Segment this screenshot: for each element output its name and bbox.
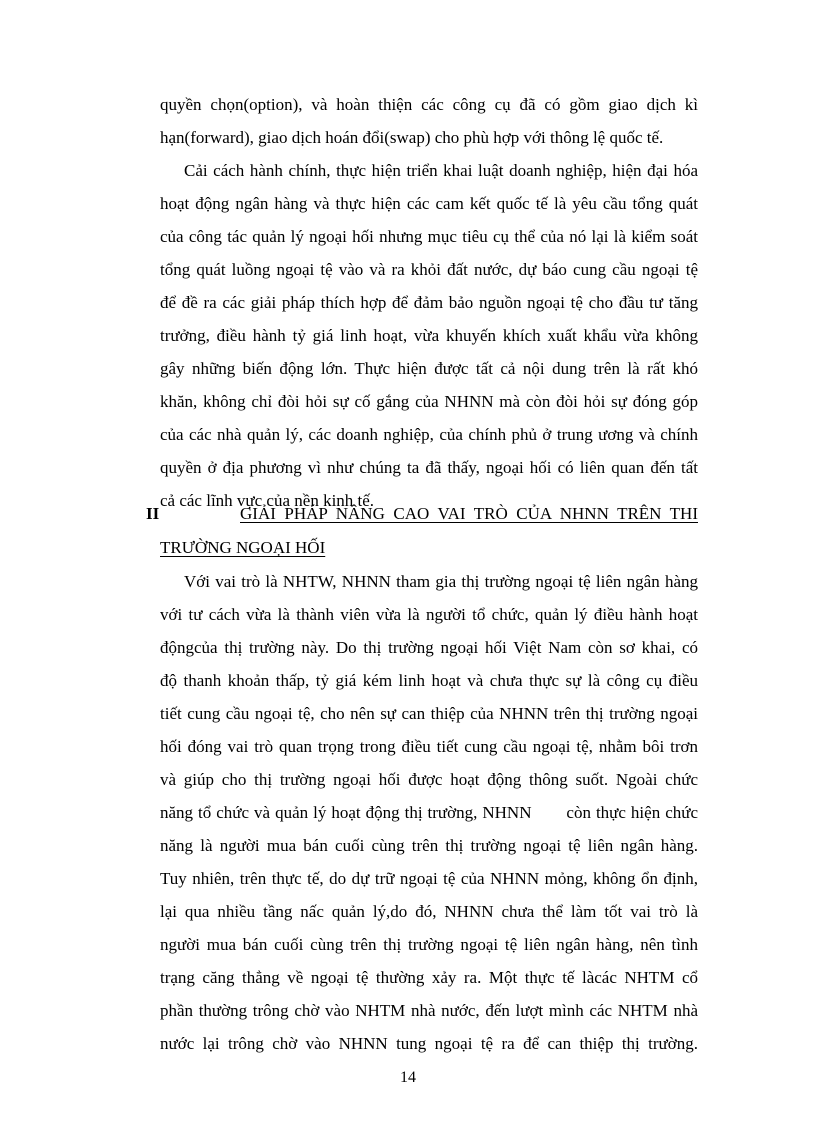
paragraph3-line: nước lại trông chờ vào NHNN tung ngoại tệ ra để can thiệp thị trường.	[160, 1034, 698, 1053]
paragraph3-line: tiết cung cầu ngoại tệ, cho nên sự can thiệp của NHNN trên thị trường ngoại	[160, 704, 698, 723]
page-number: 14	[400, 1069, 416, 1086]
paragraph3-line: Tuy nhiên, trên thực tế, do dự trữ ngoại tệ của NHNN mỏng, không ổn định,	[160, 869, 698, 888]
paragraph2-line: trưởng, điều hành tỷ giá linh hoạt, vừa khuyến khích xuất khẩu vừa không	[160, 326, 698, 345]
paragraph2-line: cả các lĩnh vực của nền kinh tế.	[160, 491, 375, 510]
paragraph2-line: của công tác quản lý ngoại hối nhưng mục tiêu cụ thể của nó lại là kiểm soát	[160, 227, 698, 246]
paragraph3-line: phần thường trông chờ vào NHTM nhà nước, đến lượt mình các NHTM nhà	[160, 1001, 698, 1020]
paragraph3-line: độ thanh khoản thấp, tỷ giá kém linh hoạt và chưa thực sự là công cụ điều	[160, 671, 698, 690]
paragraph3-line: năng là người mua bán cuối cùng trên thị trường ngoại tệ liên ngân hàng.	[160, 836, 698, 855]
paragraph3-line: độngcủa thị trường này. Do thị trường ngoại hối Việt Nam còn sơ khai, có	[160, 638, 698, 657]
paragraph3-line: Với vai trò là NHTW, NHNN tham gia thị trường ngoại tệ liên ngân hàng	[184, 572, 698, 591]
paragraph3-line: hối đóng vai trò quan trọng trong điều tiết cung cầu ngoại tệ, nhằm bôi trơn	[160, 737, 698, 756]
section-title-line2: TRƯỜNG NGOẠI HỐI	[160, 538, 326, 557]
paragraph3-line: lại qua nhiều tầng nấc quản lý,do đó, NHNN chưa thể làm tốt vai trò là	[160, 902, 698, 921]
paragraph3-line: năng tổ chức và quản lý hoạt động thị trường, NHNN còn thực hiện chức	[160, 803, 698, 822]
paragraph3-line: người mua bán cuối cùng trên thị trường ngoại tệ liên ngân hàng, nên tình	[160, 935, 698, 954]
paragraph2-line: gây những biến động lớn. Thực hiện được tất cả nội dung trên là rất khó	[160, 359, 698, 378]
paragraph3-line: trạng căng thẳng về ngoại tệ thường xảy ra. Một thực tế làcác NHTM cổ	[160, 968, 698, 987]
section-number: II	[146, 504, 160, 523]
paragraph1-line: hạn(forward), giao dịch hoán đổi(swap) cho phù hợp với thông lệ quốc tế.	[160, 128, 664, 147]
paragraph2-line: quyền ở địa phương vì như chúng ta đã thấy, ngoại hối có liên quan đến tất	[160, 458, 698, 477]
paragraph2-line: hoạt động ngân hàng và thực hiện các cam kết quốc tế là yêu cầu tổng quát	[160, 194, 698, 213]
paragraph1-line: quyền chọn(option), và hoàn thiện các công cụ đã có gồm giao dịch kì	[160, 95, 698, 114]
paragraph2-line: khăn, không chỉ đòi hỏi sự cố gắng của NHNN mà còn đòi hỏi sự đóng góp	[160, 392, 698, 411]
paragraph3-line: và giúp cho thị trường ngoại hối được hoạt động thông suốt. Ngoài chức	[160, 770, 698, 789]
paragraph2-line: Cải cách hành chính, thực hiện triển khai luật doanh nghiệp, hiện đại hóa	[184, 161, 698, 180]
paragraph2-line: tổng quát luồng ngoại tệ vào và ra khỏi đất nước, dự báo cung cầu ngoại tệ	[160, 260, 698, 279]
paragraph2-line: để đề ra các giải pháp thích hợp để đảm bảo nguồn ngoại tệ cho đầu tư tăng	[160, 293, 698, 312]
paragraph2-line: của các nhà quản lý, các doanh nghiệp, của chính phủ ở trung ương và chính	[160, 425, 698, 444]
section-title-line1: GIẢI PHÁP NÂNG CAO VAI TRÒ CỦA NHNN TRÊN THI	[240, 504, 698, 523]
paragraph3-line: với tư cách vừa là thành viên vừa là người tổ chức, quản lý điều hành hoạt	[160, 605, 698, 624]
